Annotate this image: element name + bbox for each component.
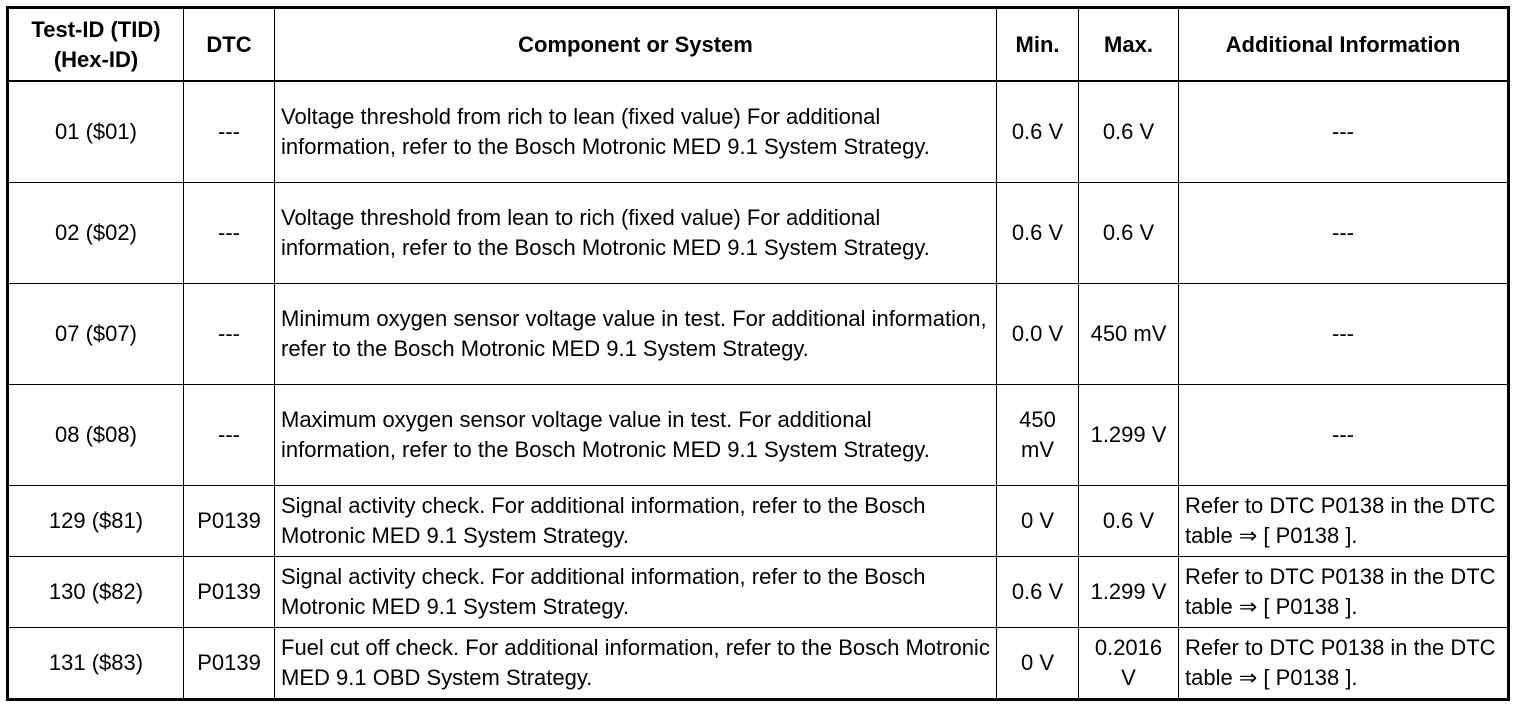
cell-component: Signal activity check. For additional information, refer to the Bosch Motronic MED 9.1 System Strategy. — [275, 557, 997, 628]
cell-dtc: --- — [184, 183, 275, 284]
cell-component: Minimum oxygen sensor voltage value in test. For additional information, refer to the Bosch Motronic MED 9.1 System Strategy. — [275, 284, 997, 385]
cell-min: 0 V — [997, 628, 1079, 700]
cell-min: 0 V — [997, 486, 1079, 557]
cell-max: 0.2016 V — [1079, 628, 1179, 700]
cell-min: 0.6 V — [997, 81, 1079, 183]
cell-additional: Refer to DTC P0138 in the DTC table ⇒ [ P0138 ]. — [1179, 486, 1509, 557]
cell-tid: 01 ($01) — [8, 81, 184, 183]
header-tid-line1: Test-ID (TID) — [31, 16, 161, 42]
cell-tid: 129 ($81) — [8, 486, 184, 557]
cell-min: 0.6 V — [997, 183, 1079, 284]
cell-tid: 02 ($02) — [8, 183, 184, 284]
cell-component: Maximum oxygen sensor voltage value in test. For additional information, refer to the Bosch Motronic MED 9.1 System Strategy. — [275, 385, 997, 486]
cell-max: 1.299 V — [1079, 557, 1179, 628]
cell-component: Voltage threshold from lean to rich (fixed value) For additional information, refer to the Bosch Motronic MED 9.1 System Strategy. — [275, 183, 997, 284]
cell-component: Voltage threshold from rich to lean (fixed value) For additional information, refer to the Bosch Motronic MED 9.1 System Strategy. — [275, 81, 997, 183]
cell-tid: 08 ($08) — [8, 385, 184, 486]
header-max: Max. — [1079, 8, 1179, 82]
cell-min: 450 mV — [997, 385, 1079, 486]
cell-max: 0.6 V — [1079, 81, 1179, 183]
header-additional: Additional Information — [1179, 8, 1509, 82]
table-row — [8, 385, 1509, 486]
cell-additional: --- — [1179, 385, 1509, 486]
cell-max: 0.6 V — [1079, 183, 1179, 284]
cell-dtc: P0139 — [184, 557, 275, 628]
cell-max: 0.6 V — [1079, 486, 1179, 557]
cell-dtc: --- — [184, 284, 275, 385]
cell-additional: Refer to DTC P0138 in the DTC table ⇒ [ P0138 ]. — [1179, 628, 1509, 700]
cell-tid: 07 ($07) — [8, 284, 184, 385]
cell-dtc: --- — [184, 81, 275, 183]
cell-tid: 131 ($83) — [8, 628, 184, 700]
document-frame — [6, 6, 1510, 701]
header-row — [8, 8, 1509, 82]
cell-additional: --- — [1179, 183, 1509, 284]
table-row — [8, 486, 1509, 557]
header-min: Min. — [997, 8, 1079, 82]
table-row — [8, 628, 1509, 700]
cell-component: Signal activity check. For additional information, refer to the Bosch Motronic MED 9.1 System Strategy. — [275, 486, 997, 557]
cell-additional: --- — [1179, 284, 1509, 385]
table-row — [8, 183, 1509, 284]
header-tid — [8, 8, 184, 82]
table-row — [8, 284, 1509, 385]
cell-additional: Refer to DTC P0138 in the DTC table ⇒ [ P0138 ]. — [1179, 557, 1509, 628]
test-id-table — [6, 6, 1510, 701]
table-row — [8, 81, 1509, 183]
cell-min: 0.0 V — [997, 284, 1079, 385]
header-tid-line2: (Hex-ID) — [53, 46, 139, 72]
header-dtc: DTC — [184, 8, 275, 82]
cell-min: 0.6 V — [997, 557, 1079, 628]
cell-component: Fuel cut off check. For additional information, refer to the Bosch Motronic MED 9.1 OBD System Strategy. — [275, 628, 997, 700]
cell-additional: --- — [1179, 81, 1509, 183]
cell-dtc: P0139 — [184, 486, 275, 557]
header-component: Component or System — [275, 8, 997, 82]
cell-max: 450 mV — [1079, 284, 1179, 385]
cell-dtc: P0139 — [184, 628, 275, 700]
cell-max: 1.299 V — [1079, 385, 1179, 486]
table-row — [8, 557, 1509, 628]
cell-dtc: --- — [184, 385, 275, 486]
cell-tid: 130 ($82) — [8, 557, 184, 628]
